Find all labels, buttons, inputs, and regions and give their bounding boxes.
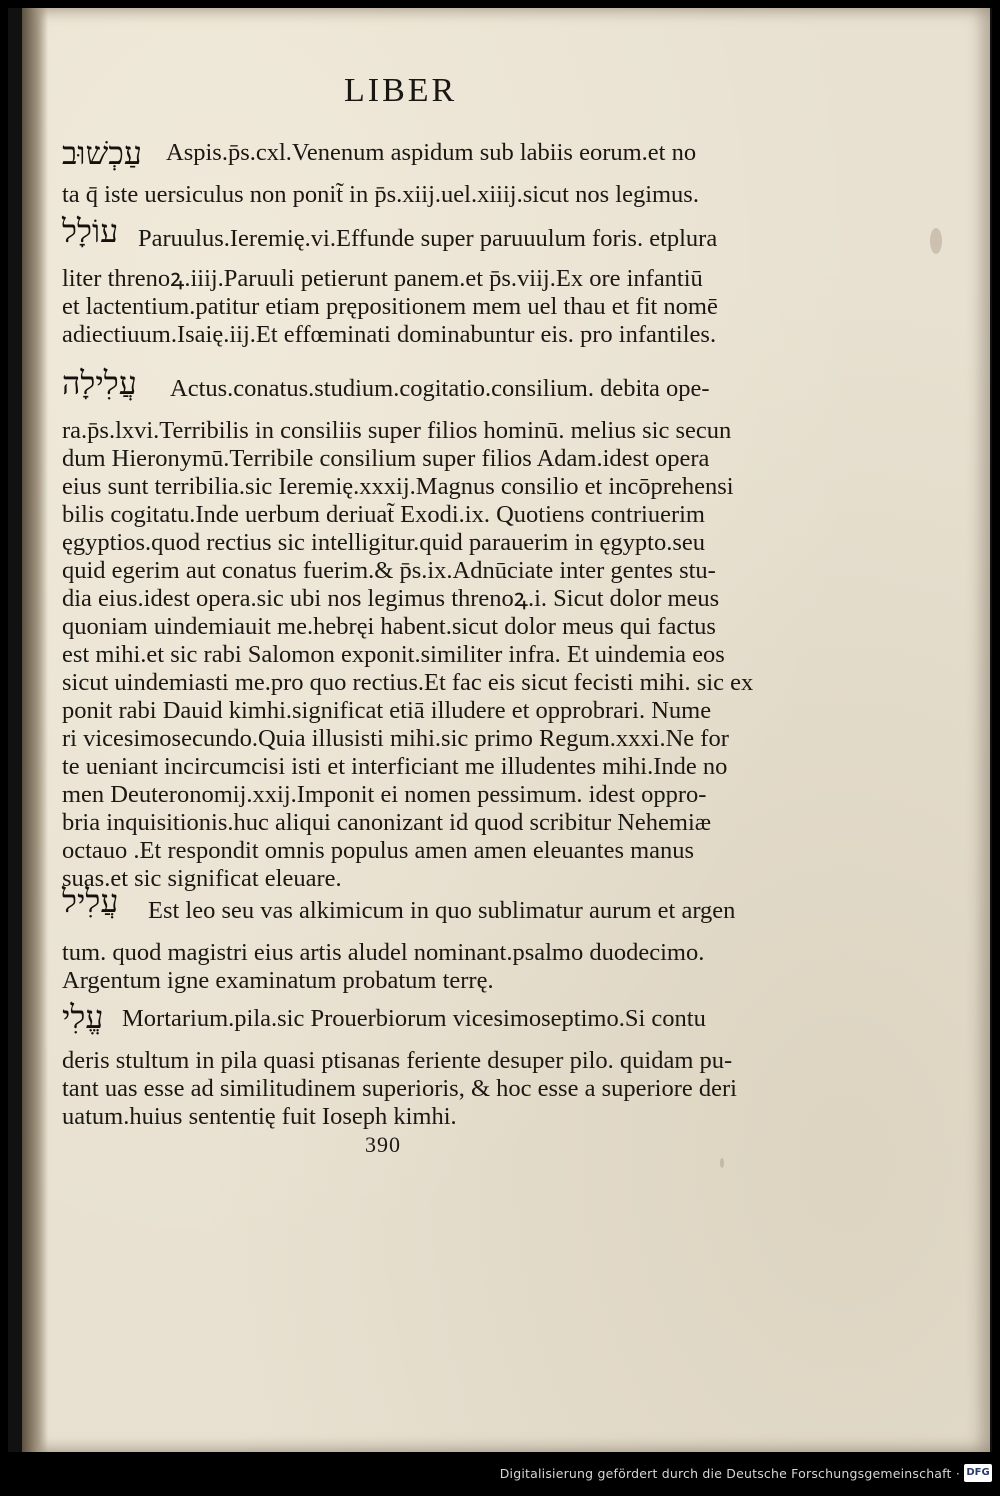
funding-credit: Digitalisierung gefördert durch die Deutsche Forschungsgemeinschaft · [499, 1466, 960, 1481]
dictionary-entry [62, 212, 752, 352]
dictionary-entry [62, 998, 752, 1138]
entry-line: octauo .Et respondit omnis populus amen amen eleuantes manus [62, 837, 695, 864]
entry-line: Aspis.p̄s.cxl.Venenum aspidum sub labiis eorum.et no [166, 139, 697, 166]
entry-line: sicut uindemiasti me.pro quo rectius.Et fac eis sicut fecisti mihi. sic ex [62, 669, 754, 696]
entry-line: ęgyptios.quod rectius sic intelligitur.quid parauerim in ęgypto.seu [62, 529, 706, 556]
hebrew-headword: עֲלִיל [62, 882, 119, 920]
entry-line: ri vicesimosecundo.Quia illusisti mihi.sic primo Regum.xxxi.Ne for [62, 725, 729, 752]
hebrew-headword: עַכְשׁוּב [62, 134, 143, 172]
entry-line: liter threnoꝝ.iiij.Paruuli petierunt panem.et p̄s.viij.Ex ore infantiū [62, 265, 703, 292]
running-header: LIBER [344, 72, 458, 109]
entry-line: adiectiuum.Isaię.iij.Et effœminati dominabuntur eis. pro infantiles. [62, 321, 717, 348]
entry-line: men Deuteronomij.xxij.Imponit ei nomen pessimum. idest oppro- [62, 781, 707, 808]
scan-background [8, 8, 992, 1452]
hebrew-headword: עֲלִילָה [62, 364, 137, 402]
page-number: 390 [365, 1132, 401, 1157]
dictionary-entry [62, 882, 752, 992]
entry-line: te ueniant incircumcisi isti et interficiant me illudentes mihi.Inde no [62, 753, 728, 780]
entry-line: dia eius.idest opera.sic ubi nos legimus threnoꝝ.i. Sicut dolor meus [62, 585, 720, 612]
page-gutter [22, 8, 48, 1452]
entry-line: dum Hieronymū.Terribile consilium super filios Adam.idest opera [62, 445, 710, 472]
entry-line: Est leo seu vas alkimicum in quo sublimatur aurum et argen [148, 897, 736, 924]
entry-line: deris stultum in pila quasi ptisanas feriente desuper pilo. quidam pu- [62, 1047, 733, 1074]
entry-line: ponit rabi Dauid kimhi.significat etiā illudere et opprobrari. Nume [62, 697, 712, 724]
dfg-logo: DFG [964, 1464, 992, 1482]
dictionary-entry [62, 134, 752, 214]
entry-line: et lactentium.patitur etiam prępositionem mem uel thau et fit nomē [62, 293, 718, 320]
entry-line: ta q̄ iste uersiculus non ponit̃ in p̄s.xiij.uel.xiiij.sicut nos legimus. [62, 181, 699, 208]
entry-line: est mihi.et sic rabi Salomon exponit.similiter infra. Et uindemia eos [62, 641, 725, 668]
entry-line: bria inquisitionis.huc aliqui canonizant id quod scribitur Nehemiæ [62, 809, 712, 836]
hebrew-headword: עֱלִי [62, 998, 104, 1036]
dictionary-entry [62, 364, 754, 892]
paper-stain [930, 228, 942, 254]
entry-line: tant uas esse ad similitudinem superioris, & hoc esse a superiore deri [62, 1075, 737, 1102]
entry-line: suas.et sic significat eleuare. [62, 865, 342, 892]
entry-line: eius sunt terribilia.sic Ieremię.xxxij.Magnus consilio et incōprehensi [62, 473, 734, 500]
book-page [22, 8, 990, 1452]
entry-line: quoniam uindemiauit me.hebręi habent.sicut dolor meus qui factus [62, 613, 716, 640]
entry-line: Mortarium.pila.sic Prouerbiorum vicesimoseptimo.Si contu [122, 1005, 706, 1032]
entry-line: Argentum igne examinatum probatum terrę. [62, 967, 494, 994]
entry-line: uatum.huius sententię fuit Ioseph kimhi. [62, 1103, 457, 1130]
entry-line: bilis cogitatu.Inde uerbum deriuat̃ Exodi.ix. Quotiens contriuerim [62, 501, 705, 528]
entry-line: ra.p̄s.lxvi.Terribilis in consiliis super filios hominū. melius sic secun [62, 417, 732, 444]
entry-line: Actus.conatus.studium.cogitatio.consilium. debita ope- [170, 375, 710, 402]
entry-line: Paruulus.Ieremię.vi.Effunde super paruuulum foris. etplura [138, 225, 718, 252]
entry-line: tum. quod magistri eius artis aludel nominant.psalmo duodecimo. [62, 939, 705, 966]
entry-line: quid egerim aut conatus fuerim.& p̄s.ix.Adnūciate inter gentes stu- [62, 557, 716, 584]
paper-stain [720, 1158, 724, 1168]
hebrew-headword: עוֹלָל [62, 212, 119, 250]
